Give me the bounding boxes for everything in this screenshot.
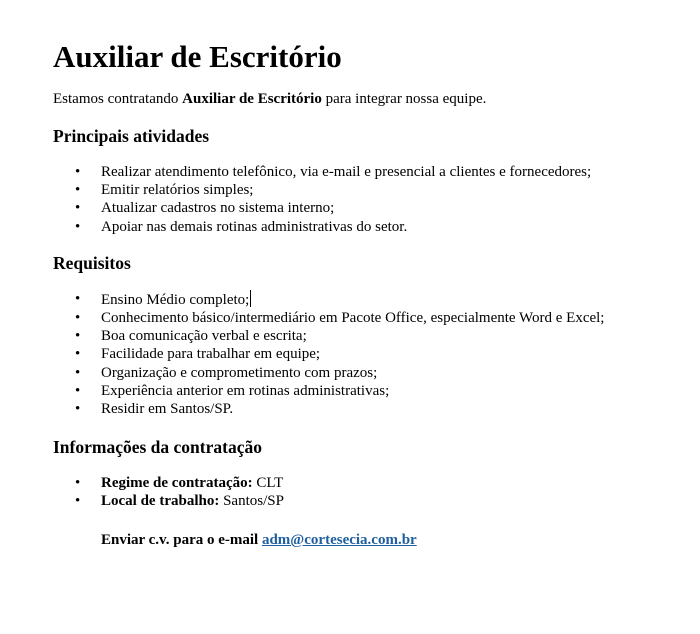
bullet-icon: • xyxy=(75,218,81,235)
bullet-icon: • xyxy=(75,182,81,199)
list-item-text: Organização e comprometimento com prazos; xyxy=(101,364,378,381)
bullet-icon: • xyxy=(75,310,81,327)
intro-text-after: para integrar nossa equipe. xyxy=(321,91,487,107)
document-page xyxy=(53,38,673,549)
list-item-text: Realizar atendimento telefônico, via e-mail e presencial a clientes e fornecedores; xyxy=(101,164,592,180)
list-item xyxy=(53,327,611,345)
list-item xyxy=(53,309,611,327)
list-item xyxy=(53,345,611,363)
email-link[interactable]: adm@cortesecia.com.br xyxy=(261,531,417,548)
text-cursor xyxy=(250,290,251,307)
intro-highlight: Auxiliar de Escritório xyxy=(182,91,322,107)
bullet-icon: • xyxy=(75,200,81,217)
work-location-value: Santos/SP xyxy=(219,493,284,510)
list-item-text: Atualizar cadastros no sistema interno; xyxy=(101,200,335,217)
list-item xyxy=(53,218,611,236)
bullet-icon: • xyxy=(75,290,81,307)
bullet-icon: • xyxy=(75,164,81,180)
list-item-text[interactable]: Ensino Médio completo; xyxy=(101,291,250,308)
list-item xyxy=(53,181,611,199)
list-item-text: Boa comunicação verbal e escrita; xyxy=(101,328,307,345)
bullet-icon: • xyxy=(75,401,81,418)
bullet-icon: • xyxy=(75,328,81,345)
bullet-icon: • xyxy=(75,493,81,510)
list-item xyxy=(53,492,611,510)
list-item xyxy=(53,474,611,492)
hiring-info-list xyxy=(53,474,673,510)
contract-type-label: Regime de contratação: xyxy=(101,475,253,492)
page-title: Auxiliar de Escritório xyxy=(53,39,342,74)
send-cv-text: Enviar c.v. para o e-mail xyxy=(101,531,262,548)
bullet-icon: • xyxy=(75,475,81,492)
list-item xyxy=(53,163,611,181)
list-item-text: Apoiar nas demais rotinas administrativas do setor. xyxy=(101,218,408,235)
list-item-text: Residir em Santos/SP. xyxy=(101,401,234,418)
send-cv-line xyxy=(101,531,673,549)
bullet-icon: • xyxy=(75,364,81,381)
contract-type-value: CLT xyxy=(252,475,284,492)
requirements-heading: Requisitos xyxy=(53,252,131,273)
list-item xyxy=(53,364,611,382)
work-location-label: Local de trabalho: xyxy=(101,493,220,510)
list-item-text: Emitir relatórios simples; xyxy=(101,182,254,199)
list-item-text: Experiência anterior em rotinas administrativas; xyxy=(101,382,390,399)
list-item xyxy=(53,199,611,217)
intro-paragraph xyxy=(53,90,673,108)
intro-text-before: Estamos contratando xyxy=(53,91,183,107)
list-item xyxy=(53,400,611,418)
list-item xyxy=(53,290,611,309)
activities-list xyxy=(53,163,673,236)
list-item-text: Conhecimento básico/intermediário em Pacote Office, especialmente Word e Excel; xyxy=(101,310,605,327)
bullet-icon: • xyxy=(75,346,81,363)
requirements-list xyxy=(53,290,673,418)
activities-heading: Principais atividades xyxy=(53,126,210,146)
list-item xyxy=(53,382,611,400)
bullet-icon: • xyxy=(75,382,81,399)
list-item-text: Facilidade para trabalhar em equipe; xyxy=(101,346,321,363)
hiring-info-heading: Informações da contratação xyxy=(53,437,262,458)
